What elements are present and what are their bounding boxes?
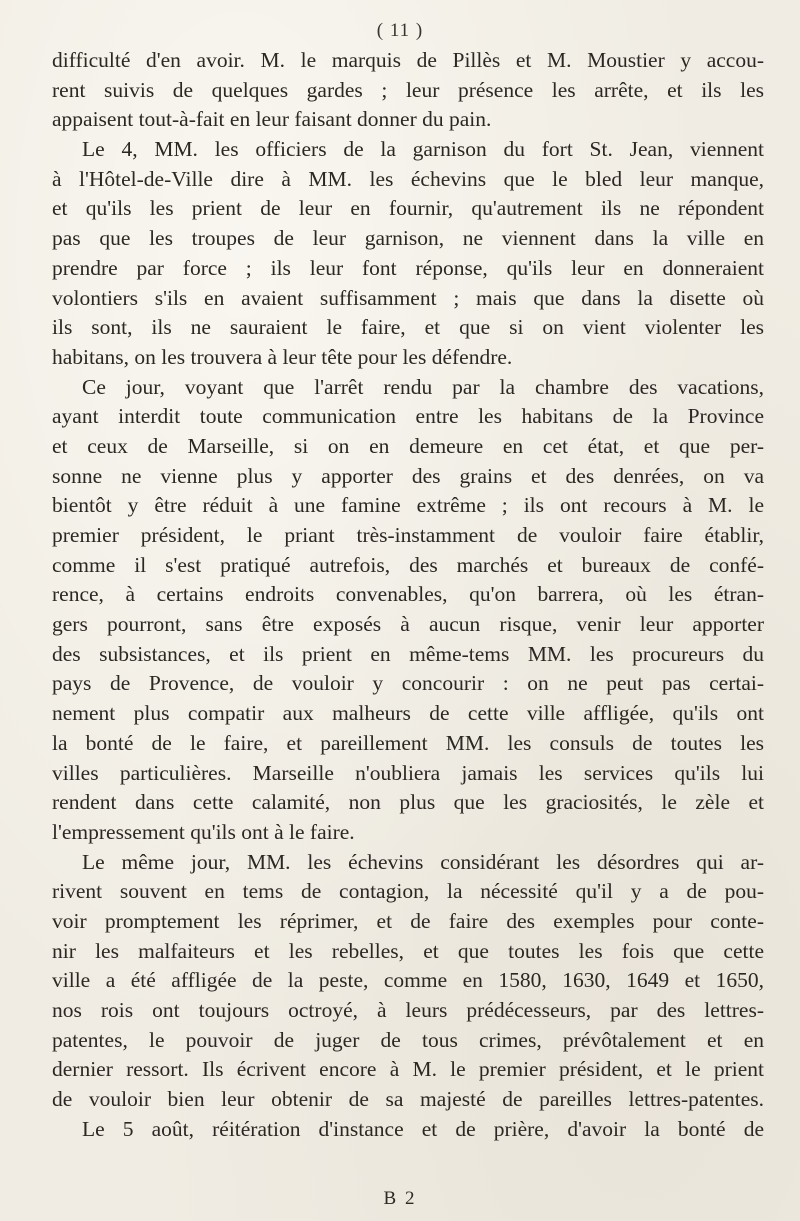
text-line: habitans, on les trouvera à leur tête pour les défendre. xyxy=(52,344,513,369)
text-line: Le même jour, MM. les échevins considérant les désordres qui ar- xyxy=(82,849,764,874)
text-line: des subsistances, et ils prient en même-tems MM. les procureurs du xyxy=(52,641,764,666)
text-line: bientôt y être réduit à une famine extrême ; ils ont recours à M. le xyxy=(52,493,764,518)
text-line: et ceux de Marseille, si on en demeure en cet état, et que per- xyxy=(52,433,764,458)
text-line: voir promptement les réprimer, et de faire des exemples pour conte- xyxy=(52,908,764,933)
text-line: comme il s'est pratiqué autrefois, des marchés et bureaux de confé- xyxy=(52,552,764,577)
text-line: Ce jour, voyant que l'arrêt rendu par la chambre des vacations, xyxy=(82,374,764,399)
text-line: patentes, le pouvoir de juger de tous crimes, prévôtalement et en xyxy=(52,1027,764,1052)
text-line: la bonté de le faire, et pareillement MM. les consuls de toutes les xyxy=(52,730,764,755)
text-line: gers pourront, sans être exposés à aucun risque, venir leur apporter xyxy=(52,612,764,637)
text-line: Le 5 août, réitération d'instance et de prière, d'avoir la bonté de xyxy=(82,1116,764,1141)
signature-mark: B 2 xyxy=(383,1188,417,1209)
text-line: nos rois ont toujours octroyé, à leurs prédécesseurs, par des lettres- xyxy=(52,998,764,1022)
body-text xyxy=(52,46,764,1144)
text-line: Le 4, MM. les officiers de la garnison du fort St. Jean, viennent xyxy=(82,137,764,162)
text-line: difficulté d'en avoir. M. le marquis de Pillès et M. Moustier y accou- xyxy=(52,48,764,72)
text-line: pays de Provence, de vouloir y concourir : on ne peut pas certai- xyxy=(52,671,764,696)
text-line: rivent souvent en tems de contagion, la nécessité qu'il y a de pou- xyxy=(52,879,764,904)
text-line: ayant interdit toute communication entre les habitans de la Province xyxy=(52,404,764,429)
text-line: nir les malfaiteurs et les rebelles, et que toutes les fois que cette xyxy=(52,938,764,963)
text-line: volontiers s'ils en avaient suffisamment ; mais que dans la disette où xyxy=(52,285,764,310)
text-line: l'empressement qu'ils ont à le faire. xyxy=(52,819,355,844)
text-line: ils sont, ils ne sauraient le faire, et que si on vient violenter les xyxy=(52,315,764,340)
text-line: pas que les troupes de leur garnison, ne viennent dans la ville en xyxy=(52,226,764,251)
text-line: et qu'ils les prient de leur en fournir, qu'autrement ils ne répondent xyxy=(52,196,764,221)
text-line: rence, à certains endroits convenables, qu'on barrera, où les étran- xyxy=(52,582,764,607)
page-number: ( 11 ) xyxy=(376,20,424,41)
text-line: premier président, le priant très-instamment de vouloir faire établir, xyxy=(52,523,764,547)
text-line: prendre par force ; ils leur font réponse, qu'ils leur en donneraient xyxy=(52,255,764,280)
text-line: appaisent tout-à-fait en leur faisant donner du pain. xyxy=(52,107,492,132)
text-line: à l'Hôtel-de-Ville dire à MM. les échevins que le bled leur manque, xyxy=(52,166,764,191)
text-line: de vouloir bien leur obtenir de sa majesté de pareilles lettres-patentes. xyxy=(52,1087,764,1112)
text-line: sonne ne vienne plus y apporter des grains et des denrées, on va xyxy=(52,463,764,488)
text-line: ville a été affligée de la peste, comme en 1580, 1630, 1649 et 1650, xyxy=(52,968,764,993)
text-line: dernier ressort. Ils écrivent encore à M. le premier président, et le prient xyxy=(52,1057,764,1082)
text-line: villes particulières. Marseille n'oubliera jamais les services qu'ils lui xyxy=(52,760,764,785)
text-line: rent suivis de quelques gardes ; leur présence les arrête, et ils les xyxy=(52,77,764,102)
text-line: nement plus compatir aux malheurs de cette ville affligée, qu'ils ont xyxy=(52,701,764,726)
text-line: rendent dans cette calamité, non plus que les graciosités, le zèle et xyxy=(52,790,764,815)
